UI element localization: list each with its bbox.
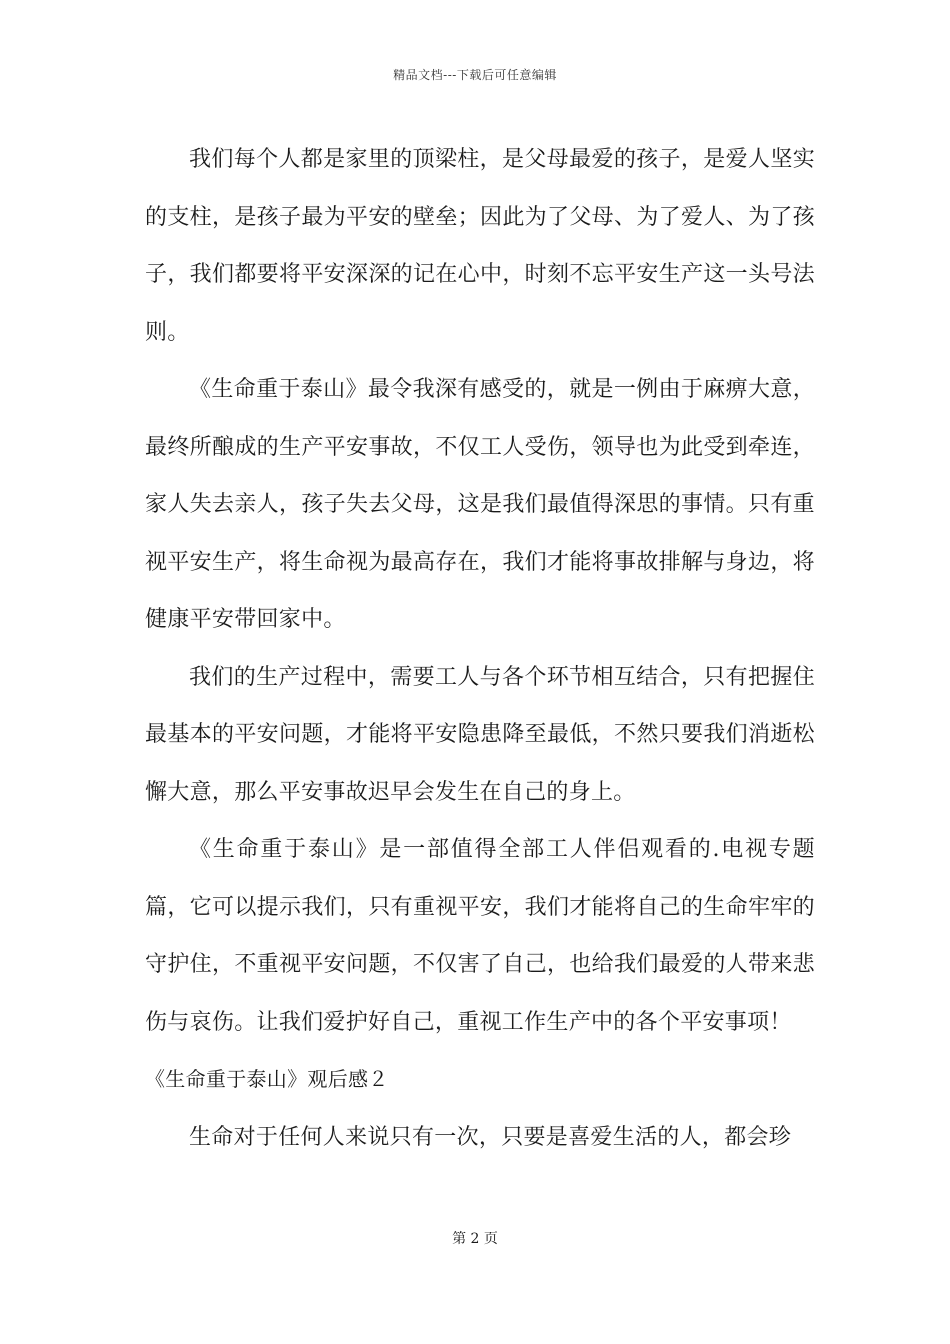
paragraph-5: 生命对于任何人来说只有一次，只要是喜爱生活的人，都会珍 — [189, 1124, 792, 1150]
paragraph-1: 我们每个人都是家里的顶梁柱，是父母最爱的孩子，是爱人坚实的支柱，是孩子最为平安的壁垒；因此为了父母、为了爱人、为了孩子，我们都要将平安深深的记在心中，时刻不忘平安生产这一头号法则。 — [145, 147, 815, 345]
page-header: 精品文档---下载后可任意编辑 — [393, 68, 557, 82]
paragraph-3: 我们的生产过程中，需要工人与各个环节相互结合，只有把握住最基本的平安问题，才能将平安隐患降至最低，不然只要我们消逝松懈大意，那么平安事故迟早会发生在自己的身上。 — [145, 664, 815, 805]
document-body — [145, 131, 815, 1166]
page-number: 第 2 页 — [452, 1231, 498, 1247]
paragraph-4: 《生命重于泰山》是一部值得全部工人伴侣观看的.电视专题篇，它可以提示我们，只有重视平安，我们才能将自己的生命牢牢的守护住，不重视平安问题，不仅害了自己，也给我们最爱的人带来悲伤与哀伤。让我们爱护好自己，重视工作生产中的各个平安事项！ — [145, 837, 815, 1035]
section-heading: 《生命重于泰山》观后感２ — [145, 1067, 389, 1091]
paragraph-2: 《生命重于泰山》最令我深有感受的，就是一例由于麻痹大意，最终所酿成的生产平安事故，不仅工人受伤，领导也为此受到牵连，家人失去亲人，孩子失去父母，这是我们最值得深思的事情。只有重视平安生产，将生命视为最高存在，我们才能将事故排解与身边，将健康平安带回家中。 — [145, 377, 815, 632]
